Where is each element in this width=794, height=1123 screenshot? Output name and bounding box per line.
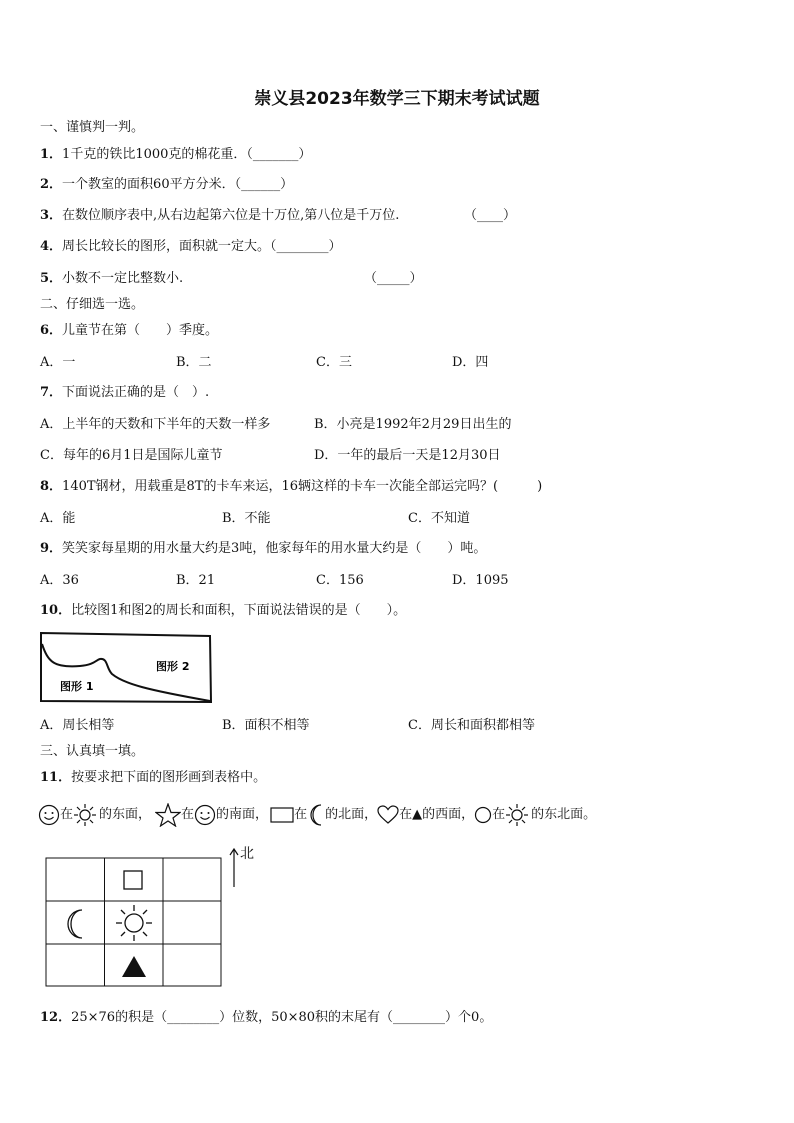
section-heading-3: 三、认真填一填。 bbox=[40, 744, 145, 759]
clause-text: 的北面， bbox=[325, 807, 378, 822]
figure-2-label: 图形 2 bbox=[156, 660, 190, 673]
star-icon bbox=[155, 803, 181, 827]
square-icon bbox=[270, 807, 294, 823]
question-number: 6． bbox=[40, 323, 63, 338]
sun-icon bbox=[116, 905, 152, 941]
option-a[interactable]: A．周长相等 bbox=[40, 718, 115, 733]
question-text: 笑笑家每星期的用水量大约是3吨，他家每年的用水量大约是（ ）吨。 bbox=[62, 541, 487, 556]
smiley-icon bbox=[194, 804, 216, 826]
question-text: 下面说法正确的是（ ）. bbox=[62, 385, 210, 400]
question-text: 周长比较长的图形，面积就一定大。（________） bbox=[62, 239, 342, 254]
clause-text: 在 bbox=[492, 807, 506, 822]
question-number: 4． bbox=[40, 239, 63, 254]
answer-blank[interactable]: （____） bbox=[464, 208, 517, 223]
option-d[interactable]: D．四 bbox=[452, 355, 489, 370]
clause-text: 的东面， bbox=[99, 807, 152, 822]
sun-icon bbox=[505, 803, 529, 827]
question-number: 7． bbox=[40, 385, 63, 400]
question-number: 2． bbox=[40, 177, 63, 192]
clause-text: 在 bbox=[181, 807, 195, 822]
question-2 bbox=[40, 177, 293, 193]
clause-text: 在▲的西面， bbox=[399, 807, 475, 822]
question-text: 1千克的铁比1000克的棉花重．（_______） bbox=[62, 147, 312, 162]
option-c[interactable]: C．周长和面积都相等 bbox=[408, 718, 535, 733]
figure-q10 bbox=[38, 630, 214, 706]
heart-icon bbox=[377, 805, 399, 825]
question-number: 8． bbox=[40, 479, 63, 494]
question-number: 3． bbox=[40, 208, 63, 223]
option-b[interactable]: B．二 bbox=[176, 355, 212, 370]
option-a[interactable]: A．上半年的天数和下半年的天数一样多 bbox=[40, 417, 271, 432]
circle-icon bbox=[474, 806, 492, 824]
moon-icon bbox=[68, 910, 82, 938]
question-1 bbox=[40, 147, 311, 163]
question-number: 11． bbox=[40, 770, 72, 785]
q11-instructions bbox=[38, 803, 596, 827]
north-arrow-icon bbox=[228, 846, 240, 888]
figure-1-label: 图形 1 bbox=[60, 680, 94, 693]
question-text: 在数位顺序表中,从右边起第六位是十万位,第八位是千万位. bbox=[62, 208, 400, 223]
clause-text: 在 bbox=[60, 807, 74, 822]
option-d[interactable]: D．一年的最后一天是12月30日 bbox=[314, 448, 501, 463]
triangle-icon bbox=[122, 956, 146, 977]
question-4 bbox=[40, 239, 342, 255]
question-text: 一个教室的面积60平方分米．（______） bbox=[62, 177, 294, 192]
page-title: 崇义县2023年数学三下期末考试试题 bbox=[254, 89, 540, 109]
question-10 bbox=[40, 603, 406, 619]
north-label: 北 bbox=[240, 846, 254, 862]
question-number: 1． bbox=[40, 147, 63, 162]
option-c[interactable]: C．每年的6月1日是国际儿童节 bbox=[40, 448, 223, 463]
option-b[interactable]: B．不能 bbox=[222, 511, 271, 526]
question-5 bbox=[40, 271, 183, 287]
sun-icon bbox=[73, 803, 97, 827]
question-text: 25×76的积是（________）位数，50×80积的末尾有（________）个0。 bbox=[71, 1010, 493, 1025]
option-d[interactable]: D．1095 bbox=[452, 573, 509, 588]
question-text: 按要求把下面的图形画到表格中。 bbox=[71, 770, 267, 785]
clause-text: 在 bbox=[294, 807, 308, 822]
clause-text: 的南面， bbox=[216, 807, 269, 822]
clause-text: 的东北面。 bbox=[531, 807, 597, 822]
square-icon bbox=[124, 871, 142, 889]
option-a[interactable]: A．36 bbox=[40, 573, 79, 588]
question-11 bbox=[40, 770, 266, 786]
question-3 bbox=[40, 208, 399, 224]
question-9 bbox=[40, 541, 486, 557]
option-b[interactable]: B．21 bbox=[176, 573, 216, 588]
question-number: 5． bbox=[40, 271, 63, 286]
moon-icon bbox=[307, 803, 325, 827]
question-6 bbox=[40, 323, 218, 339]
section-heading-2: 二、仔细选一选。 bbox=[40, 297, 145, 312]
smiley-icon bbox=[38, 804, 60, 826]
section-heading-1: 一、谨慎判一判。 bbox=[40, 120, 145, 135]
question-text: 儿童节在第（ ）季度。 bbox=[62, 323, 219, 338]
option-c[interactable]: C．三 bbox=[316, 355, 352, 370]
question-number: 12． bbox=[40, 1010, 72, 1025]
option-b[interactable]: B．面积不相等 bbox=[222, 718, 310, 733]
option-a[interactable]: A．一 bbox=[40, 355, 76, 370]
option-c[interactable]: C．不知道 bbox=[408, 511, 470, 526]
question-text: 比较图1和图2的周长和面积，下面说法错误的是（ ）。 bbox=[71, 603, 407, 618]
question-number: 10． bbox=[40, 603, 72, 618]
question-8 bbox=[40, 479, 542, 495]
question-number: 9． bbox=[40, 541, 63, 556]
option-b[interactable]: B．小亮是1992年2月29日出生的 bbox=[314, 417, 512, 432]
answer-blank[interactable]: （_____） bbox=[364, 271, 423, 286]
option-a[interactable]: A．能 bbox=[40, 511, 76, 526]
question-text: 小数不一定比整数小. bbox=[62, 271, 184, 286]
drawing-grid[interactable] bbox=[45, 857, 223, 989]
question-text: 140T钢材，用载重是8T的卡车来运，16辆这样的卡车一次能全部运完吗？( ) bbox=[62, 479, 543, 494]
question-7 bbox=[40, 385, 209, 401]
option-c[interactable]: C．156 bbox=[316, 573, 364, 588]
question-12 bbox=[40, 1010, 492, 1026]
